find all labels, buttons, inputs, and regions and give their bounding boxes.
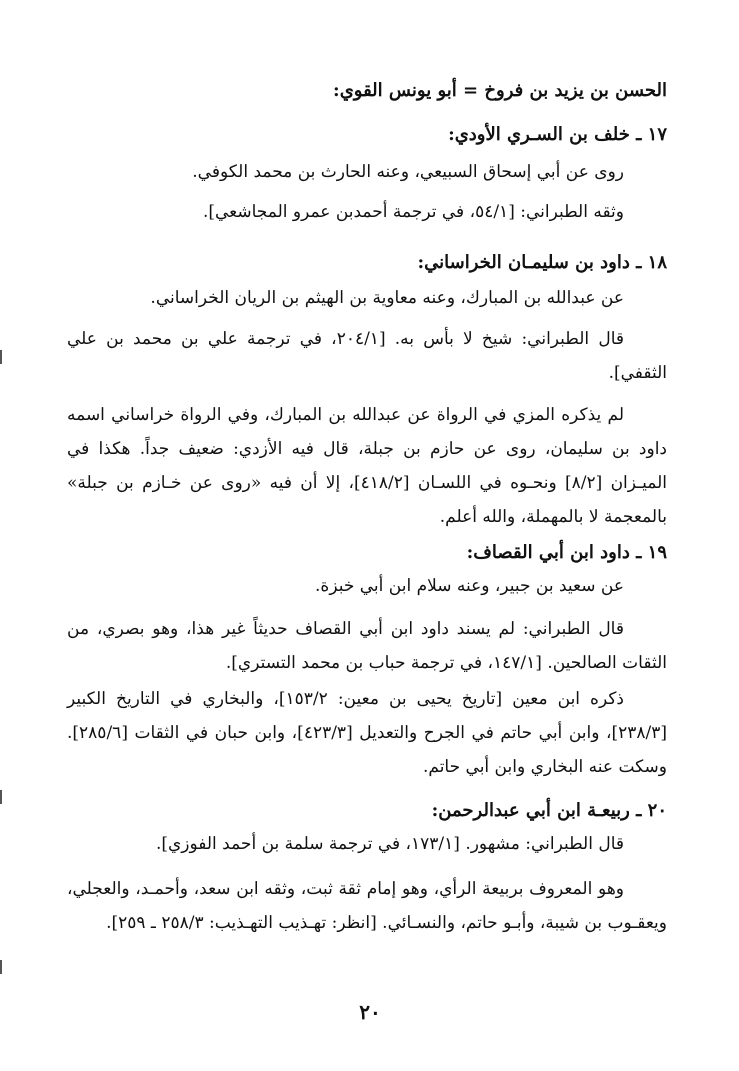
entry-19-commentary: ذكره ابن معين [تاريخ يحيى بن معين: ١٥٣/٢]، والبخاري في التاريخ الكبير [٢٣٨/٣]، وابن أبي حاتم في الجرح والتعديل [٤٢٣/٣]، وابن حبان في الثقات [٢٨٥/٦]. وسكت عنه البخاري وابن أبي حاتم. bbox=[67, 689, 667, 777]
entry-19-tabarani-quote: قال الطبراني: لم يسند داود ابن أبي القصاف حديثاً غير هذا، وهو بصري، من الثقات الصالحين. [١٤٧/١، في ترجمة حباب بن محمد التستري]. bbox=[67, 619, 667, 673]
entry-17-narration: روى عن أبي إسحاق السبيعي، وعنه الحارث بن محمد الكوفي. bbox=[192, 162, 624, 182]
intro-heading: الحسن بن يزيد بن فروخ = أبو يونس القوي: bbox=[333, 80, 667, 101]
margin-mark bbox=[0, 790, 2, 804]
entry-18-tabarani-quote: قال الطبراني: شيخ لا بأس به. [٢٠٤/١، في ترجمة علي بن محمد بن علي الثقفي]. bbox=[67, 329, 667, 383]
margin-mark bbox=[0, 350, 2, 364]
entry-19-narration: عن سعيد بن جبير، وعنه سلام ابن أبي خبزة. bbox=[315, 576, 624, 596]
page-number: ٢٠ bbox=[359, 1000, 381, 1024]
entry-heading-19: ١٩ ـ داود ابن أبي القصاف: bbox=[466, 542, 667, 563]
margin-mark bbox=[0, 960, 2, 974]
entry-18-commentary: لم يذكره المزي في الرواة عن عبدالله بن المبارك، وفي الرواة خراساني اسمه داود بن سليمان، روى عن حازم بن جبلة، قال فيه الأزدي: ضعيف جداً. هكذا في الميـزان [٨/٢] ونحـوه في اللسـان [٤١٨/٢]، إلا أن فيه «روى عن خـازم بن جبلة» بالمعجمة لا بالمهملة، والله أعلم. bbox=[67, 405, 667, 527]
entry-heading-18: ١٨ ـ داود بن سليمـان الخراساني: bbox=[417, 252, 667, 273]
entry-18-narration: عن عبدالله بن المبارك، وعنه معاوية بن الهيثم بن الريان الخراساني. bbox=[150, 288, 624, 308]
entry-heading-17: ١٧ ـ خلف بن السـري الأودي: bbox=[448, 124, 667, 145]
entry-17-tawthiq: وثقه الطبراني: [٥٤/١، في ترجمة أحمدبن عمرو المجاشعي]. bbox=[202, 202, 624, 222]
entry-20-tabarani-quote: قال الطبراني: مشهور. [١٧٣/١، في ترجمة سلمة بن أحمد الفوزي]. bbox=[155, 834, 624, 854]
entry-heading-20: ٢٠ ـ ربيعـة ابن أبي عبدالرحمن: bbox=[431, 800, 667, 821]
entry-20-commentary: وهو المعروف بربيعة الرأي، وهو إمام ثقة ثبت، وثقه ابن سعد، وأحمـد، والعجلي، ويعقـوب بن شيبة، وأبـو حاتم، والنسـائي. [انظر: تهـذيب التهـذيب: ٢٥٨/٣ ـ ٢٥٩]. bbox=[67, 879, 667, 933]
